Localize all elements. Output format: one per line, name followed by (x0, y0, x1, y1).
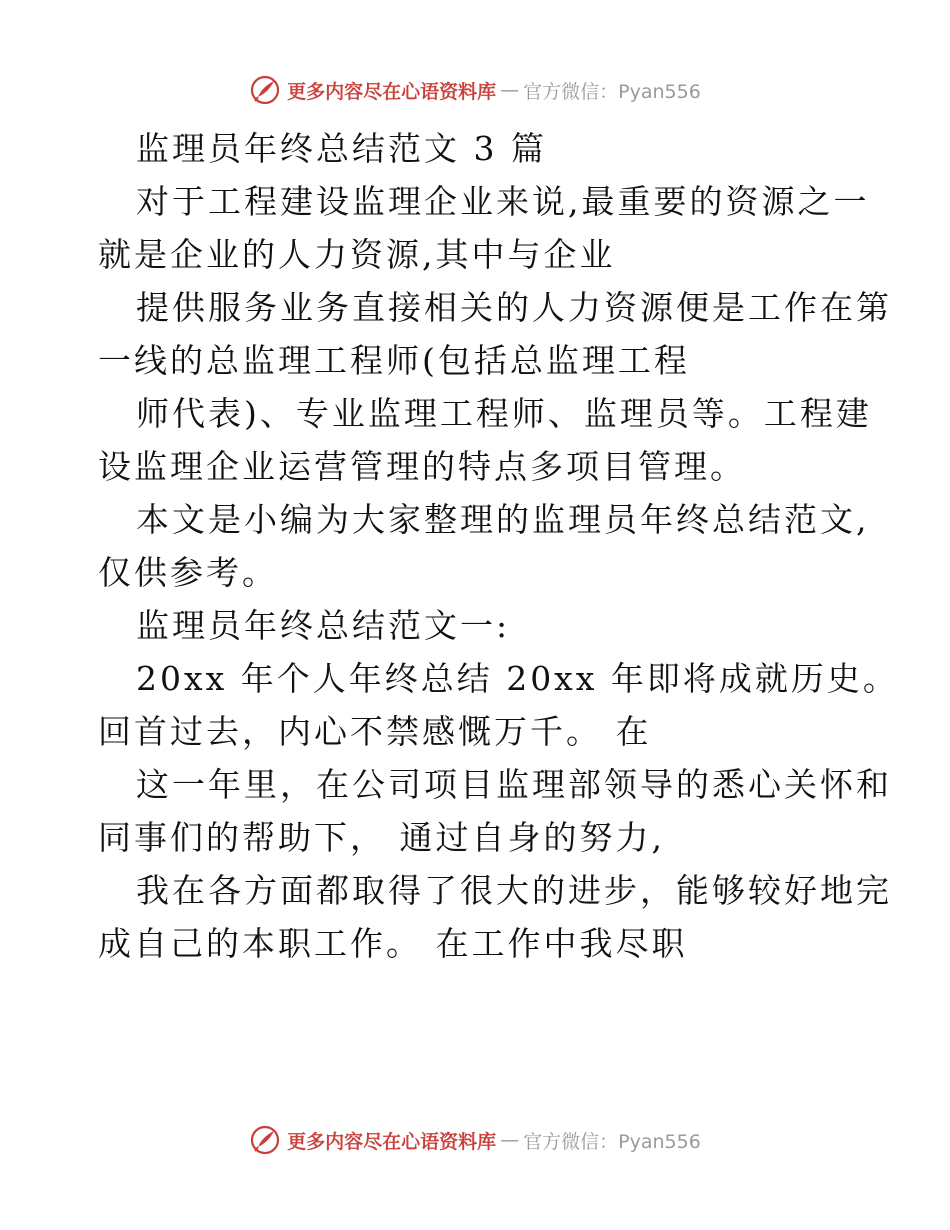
watermark-text: 更多内容尽在心语资料库 (287, 1130, 497, 1153)
doc-line: 这一年里，在公司项目监理部领导的悉心关怀和 (136, 765, 892, 804)
header-watermark (0, 70, 950, 110)
footer-watermark (0, 1120, 950, 1160)
doc-title: 监理员年终总结范文 3 篇 (136, 129, 547, 168)
doc-line: 本文是小编为大家整理的监理员年终总结范文, (136, 500, 870, 539)
watermark-dash: — (500, 79, 520, 101)
doc-line: 一线的总监理工程师(包括总监理工程 (98, 341, 690, 380)
feather-pen-logo-icon (249, 1124, 281, 1156)
doc-line: 仅供参考。 (98, 553, 278, 592)
doc-section-heading: 监理员年终总结范文一: (136, 606, 511, 645)
watermark-text: 更多内容尽在心语资料库 (287, 80, 497, 103)
feather-pen-logo-icon (249, 74, 281, 106)
doc-line: 提供服务业务直接相关的人力资源便是工作在第 (136, 288, 892, 327)
watermark-wechat: 官方微信：Pyan556 (523, 1130, 701, 1153)
watermark-dash: — (500, 1129, 520, 1151)
watermark-wechat: 官方微信：Pyan556 (523, 80, 701, 103)
doc-line: 我在各方面都取得了很大的进步，能够较好地完 (136, 871, 892, 910)
doc-line: 就是企业的人力资源,其中与企业 (98, 235, 616, 274)
doc-line: 成自己的本职工作。 在工作中我尽职 (98, 924, 688, 963)
document-body (98, 122, 899, 970)
doc-line: 设监理企业运营管理的特点多项目管理。 (98, 447, 746, 486)
doc-line: 回首过去，内心不禁感慨万千。 在 (98, 712, 652, 751)
doc-line: 师代表)、专业监理工程师、监理员等。工程建 (136, 394, 872, 433)
doc-line: 同事们的帮助下， 通过自身的努力, (98, 818, 665, 857)
doc-line: 对于工程建设监理企业来说,最重要的资源之一 (136, 182, 870, 221)
doc-line: 20xx 年个人年终总结 20xx 年即将成就历史。 (136, 659, 899, 698)
